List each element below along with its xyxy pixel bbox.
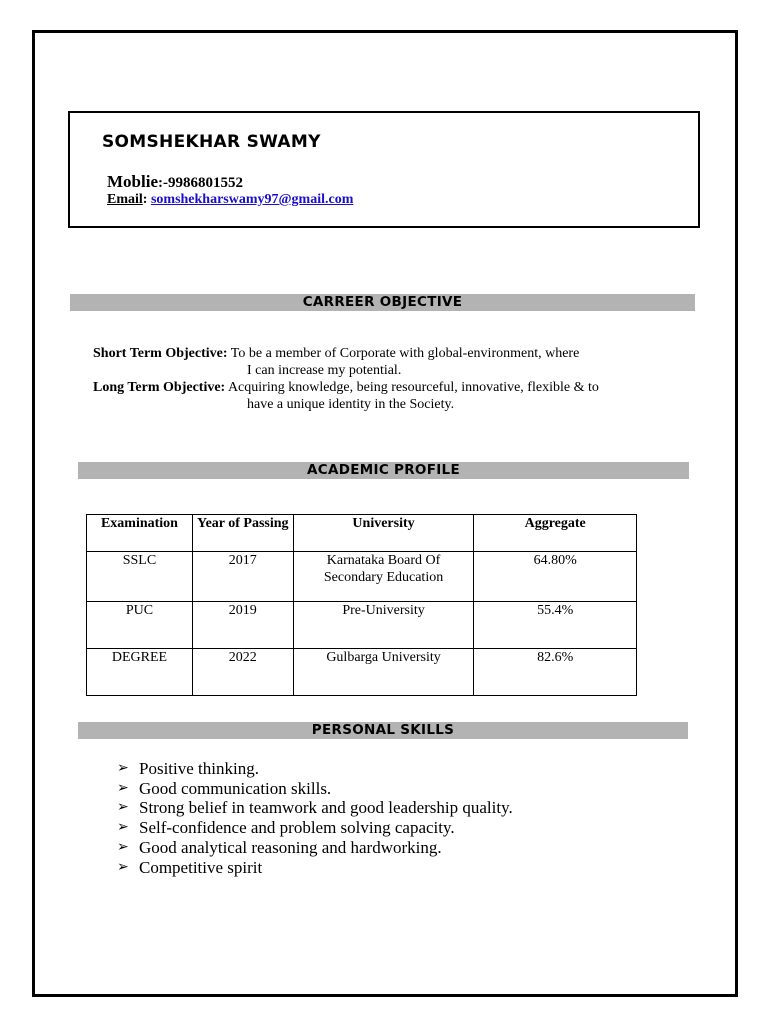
list-item bbox=[117, 818, 513, 838]
list-item bbox=[117, 838, 513, 858]
email-link[interactable]: somshekharswamy97@gmail.com bbox=[150, 192, 354, 207]
skill-text: Good analytical reasoning and hardworking. bbox=[139, 837, 442, 857]
short-term-text-line2: I can increase my potential. bbox=[247, 363, 402, 378]
short-term-label: Short Term Objective: bbox=[93, 346, 228, 361]
table-cell: PUC bbox=[87, 602, 193, 649]
mobile-label: Moblie bbox=[107, 172, 158, 191]
table-cell: Karnataka Board Of Secondary Education bbox=[293, 552, 474, 602]
table-cell: 55.4% bbox=[474, 602, 637, 649]
table-header-row bbox=[87, 515, 637, 552]
section-heading-career-objective: CARREER OBJECTIVE bbox=[70, 294, 695, 311]
column-header: Year of Passing bbox=[192, 515, 293, 552]
table-row bbox=[87, 602, 637, 649]
short-term-text-line1: To be a member of Corporate with global-environment, where bbox=[227, 346, 580, 361]
list-item bbox=[117, 798, 513, 818]
table-cell: Pre-University bbox=[293, 602, 474, 649]
skills-list bbox=[117, 759, 513, 877]
email-line bbox=[107, 192, 353, 208]
list-item bbox=[117, 779, 513, 799]
list-item bbox=[117, 759, 513, 779]
column-header: Aggregate bbox=[474, 515, 637, 552]
table-row bbox=[87, 552, 637, 602]
skill-text: Self-confidence and problem solving capacity. bbox=[139, 818, 455, 838]
arrowhead-bullet-icon: ➢ bbox=[117, 760, 129, 776]
table-cell: DEGREE bbox=[87, 649, 193, 696]
column-header: Examination bbox=[87, 515, 193, 552]
table-cell: SSLC bbox=[87, 552, 193, 602]
skill-text: Good communication skills. bbox=[139, 778, 332, 798]
table-cell: 82.6% bbox=[474, 649, 637, 696]
table-cell: 2019 bbox=[192, 602, 293, 649]
long-term-objective bbox=[93, 379, 693, 413]
skill-text: Positive thinking. bbox=[139, 759, 259, 778]
arrowhead-bullet-icon: ➢ bbox=[117, 838, 129, 855]
mobile-line bbox=[107, 172, 243, 192]
arrowhead-bullet-icon: ➢ bbox=[117, 858, 129, 875]
objectives-block bbox=[93, 345, 693, 413]
arrowhead-bullet-icon: ➢ bbox=[117, 799, 129, 816]
academic-table bbox=[86, 514, 637, 696]
skill-text: Strong belief in teamwork and good leadership quality. bbox=[139, 798, 513, 818]
section-heading-personal-skills: PERSONAL SKILLS bbox=[78, 722, 688, 739]
short-term-objective bbox=[93, 345, 693, 379]
mobile-value: :-9986801552 bbox=[158, 175, 243, 191]
arrowhead-bullet-icon: ➢ bbox=[117, 779, 129, 796]
table-cell: 2022 bbox=[192, 649, 293, 696]
header-box bbox=[68, 111, 700, 228]
list-item bbox=[117, 858, 513, 878]
table-cell: 2017 bbox=[192, 552, 293, 602]
long-term-label: Long Term Objective: bbox=[93, 380, 226, 395]
long-term-text-line2: have a unique identity in the Society. bbox=[247, 397, 455, 412]
table-cell: 64.80% bbox=[474, 552, 637, 602]
candidate-name: SOMSHEKHAR SWAMY bbox=[102, 132, 321, 152]
table-row bbox=[87, 649, 637, 696]
column-header: University bbox=[293, 515, 474, 552]
email-label: Email bbox=[107, 192, 143, 207]
email-separator: : bbox=[142, 192, 151, 207]
skill-text: Competitive spirit bbox=[139, 857, 263, 877]
long-term-text-line1: Acquiring knowledge, being resourceful, innovative, flexible & to bbox=[225, 380, 599, 395]
section-heading-academic-profile: ACADEMIC PROFILE bbox=[78, 462, 689, 479]
table-cell: Gulbarga University bbox=[293, 649, 474, 696]
arrowhead-bullet-icon: ➢ bbox=[117, 819, 129, 836]
